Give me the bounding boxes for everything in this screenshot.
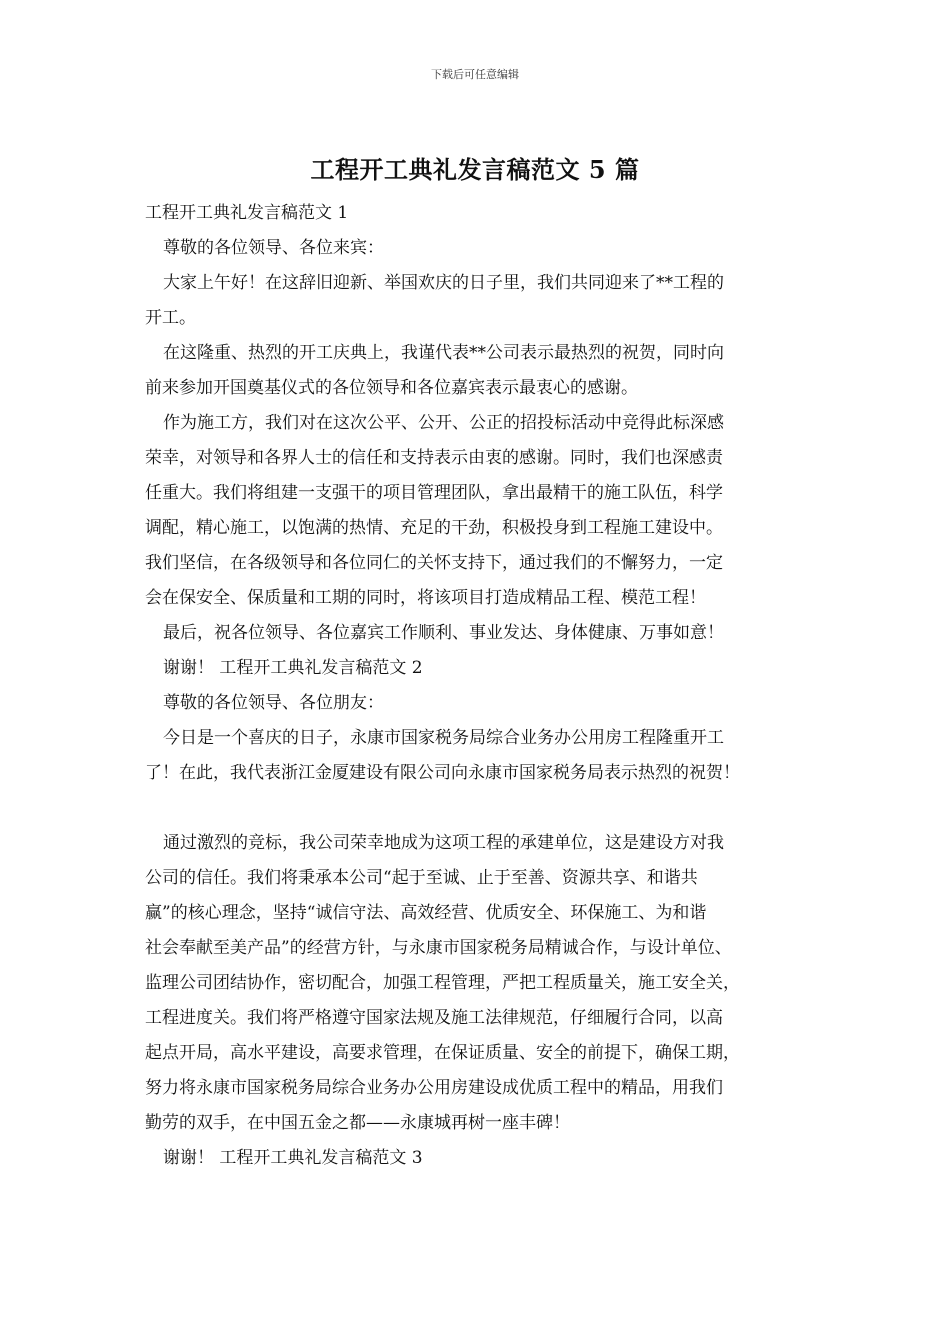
body-line: 通过激烈的竞标，我公司荣幸地成为这项工程的承建单位，这是建设方对我 [163, 833, 724, 853]
body-line: 监理公司团结协作，密切配合，加强工程管理，严把工程质量关，施工安全关， [145, 973, 740, 993]
body-line: 尊敬的各位领导、各位朋友： [163, 693, 384, 713]
body-line: 荣幸，对领导和各界人士的信任和支持表示由衷的感谢。同时，我们也深感责 [145, 448, 723, 468]
body-line: 今日是一个喜庆的日子，永康市国家税务局综合业务办公用房工程隆重开工 [163, 728, 724, 748]
body-line: 前来参加开国奠基仪式的各位领导和各位嘉宾表示最衷心的感谢。 [145, 378, 638, 398]
body-line: 谢谢！ 工程开工典礼发言稿范文 3 [163, 1148, 423, 1168]
body-line: 努力将永康市国家税务局综合业务办公用房建设成优质工程中的精品，用我们 [145, 1078, 723, 1098]
body-line: 作为施工方，我们对在这次公平、公开、公正的招投标活动中竞得此标深感 [163, 413, 724, 433]
body-line: 公司的信任。我们将秉承本公司“起于至诚、止于至善、资源共享、和谐共 [145, 868, 698, 888]
blank-line [145, 791, 810, 826]
body-line: 调配，精心施工，以饱满的热情、充足的干劲，积极投身到工程施工建设中。 [145, 518, 723, 538]
document-title: 工程开工典礼发言稿范文 5 篇 [310, 155, 640, 184]
document-body [145, 196, 810, 1176]
body-line: 谢谢！ 工程开工典礼发言稿范文 2 [163, 658, 423, 678]
body-line: 社会奉献至美产品”的经营方针，与永康市国家税务局精诚合作，与设计单位、 [145, 938, 732, 958]
body-line: 赢”的核心理念，坚持“诚信守法、高效经营、优质安全、环保施工、为和谐 [145, 903, 707, 923]
body-line: 勤劳的双手，在中国五金之都——永康城再树一座丰碑！ [145, 1113, 570, 1133]
body-line: 开工。 [145, 308, 196, 328]
body-line: 我们坚信，在各级领导和各位同仁的关怀支持下，通过我们的不懈努力，一定 [145, 553, 723, 573]
body-line: 了！在此，我代表浙江金厦建设有限公司向永康市国家税务局表示热烈的祝贺！ [145, 763, 740, 783]
body-line: 大家上午好！在这辞旧迎新、举国欢庆的日子里，我们共同迎来了**工程的 [163, 273, 724, 293]
body-line: 会在保安全、保质量和工期的同时，将该项目打造成精品工程、模范工程！ [145, 588, 706, 608]
body-line: 尊敬的各位领导、各位来宾： [163, 238, 384, 258]
page-header-note: 下载后可任意编辑 [431, 68, 519, 81]
body-line: 最后，祝各位领导、各位嘉宾工作顺利、事业发达、身体健康、万事如意！ [163, 623, 724, 643]
body-line: 工程开工典礼发言稿范文 1 [145, 203, 349, 223]
body-line: 在这隆重、热烈的开工庆典上，我谨代表**公司表示最热烈的祝贺，同时向 [163, 343, 724, 363]
body-line: 任重大。我们将组建一支强干的项目管理团队，拿出最精干的施工队伍，科学 [145, 483, 723, 503]
body-line: 起点开局，高水平建设，高要求管理，在保证质量、安全的前提下，确保工期， [145, 1043, 740, 1063]
body-line: 工程进度关。我们将严格遵守国家法规及施工法律规范，仔细履行合同，以高 [145, 1008, 723, 1028]
